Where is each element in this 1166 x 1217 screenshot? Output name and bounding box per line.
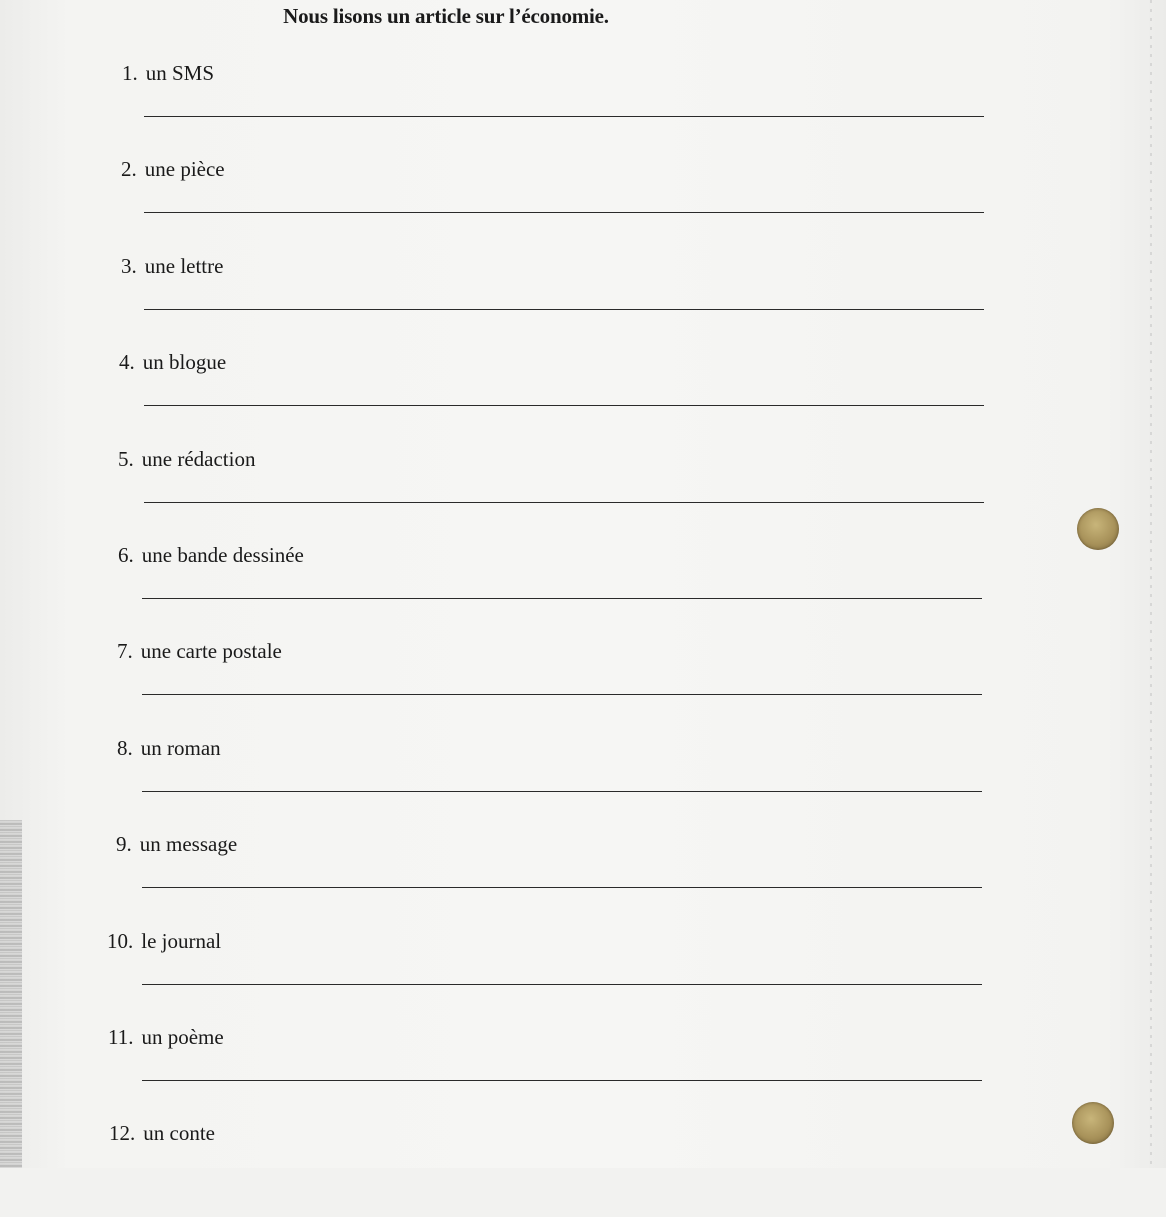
item-number: 7. xyxy=(117,639,133,664)
list-item-label xyxy=(117,639,282,664)
list-item xyxy=(0,350,1000,446)
list-item-label xyxy=(121,254,223,279)
answer-line[interactable] xyxy=(142,598,982,599)
item-word: un conte xyxy=(143,1121,215,1146)
item-word: une bande dessinée xyxy=(141,543,304,567)
item-number: 3. xyxy=(121,253,137,278)
list-item xyxy=(0,61,1000,157)
item-word: un blogue xyxy=(142,350,227,375)
list-item xyxy=(0,639,1000,735)
item-word: un SMS xyxy=(145,61,215,85)
item-number: 8. xyxy=(117,735,133,760)
page-edge xyxy=(1150,0,1152,1168)
list-item-label xyxy=(119,350,226,375)
page-title: Nous lisons un article sur l’économie. xyxy=(283,4,609,28)
list-item-label xyxy=(107,929,221,954)
answer-line[interactable] xyxy=(144,405,984,406)
item-word: un roman xyxy=(140,735,221,760)
answer-line[interactable] xyxy=(142,1080,982,1081)
answer-line[interactable] xyxy=(144,212,984,213)
item-number: 5. xyxy=(118,446,134,471)
answer-line[interactable] xyxy=(144,116,984,117)
list-item-label xyxy=(118,447,255,472)
answer-line[interactable] xyxy=(142,791,982,792)
answer-line[interactable] xyxy=(142,984,982,985)
list-item-label xyxy=(109,1121,215,1146)
list-item-label xyxy=(121,157,225,182)
binder-hole-icon xyxy=(1072,1102,1114,1144)
item-number: 12. xyxy=(109,1121,136,1146)
answer-line[interactable] xyxy=(142,887,982,888)
answer-line[interactable] xyxy=(142,694,982,695)
list-item xyxy=(0,543,1000,639)
item-number: 11. xyxy=(108,1025,134,1049)
item-number: 2. xyxy=(121,157,137,182)
list-item xyxy=(0,736,1000,832)
item-number: 9. xyxy=(116,832,132,857)
answer-line[interactable] xyxy=(144,502,984,503)
list-item-label xyxy=(118,543,304,568)
list-item xyxy=(0,929,1000,1025)
item-word: le journal xyxy=(141,928,222,953)
answer-line[interactable] xyxy=(144,309,984,310)
item-number: 10. xyxy=(107,928,134,953)
item-word: une pièce xyxy=(144,157,225,182)
list-item xyxy=(0,1025,1000,1121)
item-word: une carte postale xyxy=(140,639,282,664)
list-item xyxy=(0,447,1000,543)
item-word: un poème xyxy=(141,1025,224,1049)
item-number: 1. xyxy=(122,61,138,85)
list-item-label xyxy=(122,61,214,86)
item-number: 6. xyxy=(118,543,134,567)
list-item-label xyxy=(117,736,221,761)
list-item xyxy=(0,832,1000,928)
list-item-label xyxy=(116,832,237,857)
item-word: une rédaction xyxy=(141,446,256,471)
list-item xyxy=(0,1121,1000,1217)
item-number: 4. xyxy=(119,350,135,375)
binder-hole-icon xyxy=(1077,508,1119,550)
item-word: un message xyxy=(139,832,238,857)
list-item xyxy=(0,157,1000,253)
item-word: une lettre xyxy=(144,253,224,278)
list-item xyxy=(0,254,1000,350)
list-item-label xyxy=(108,1025,224,1050)
